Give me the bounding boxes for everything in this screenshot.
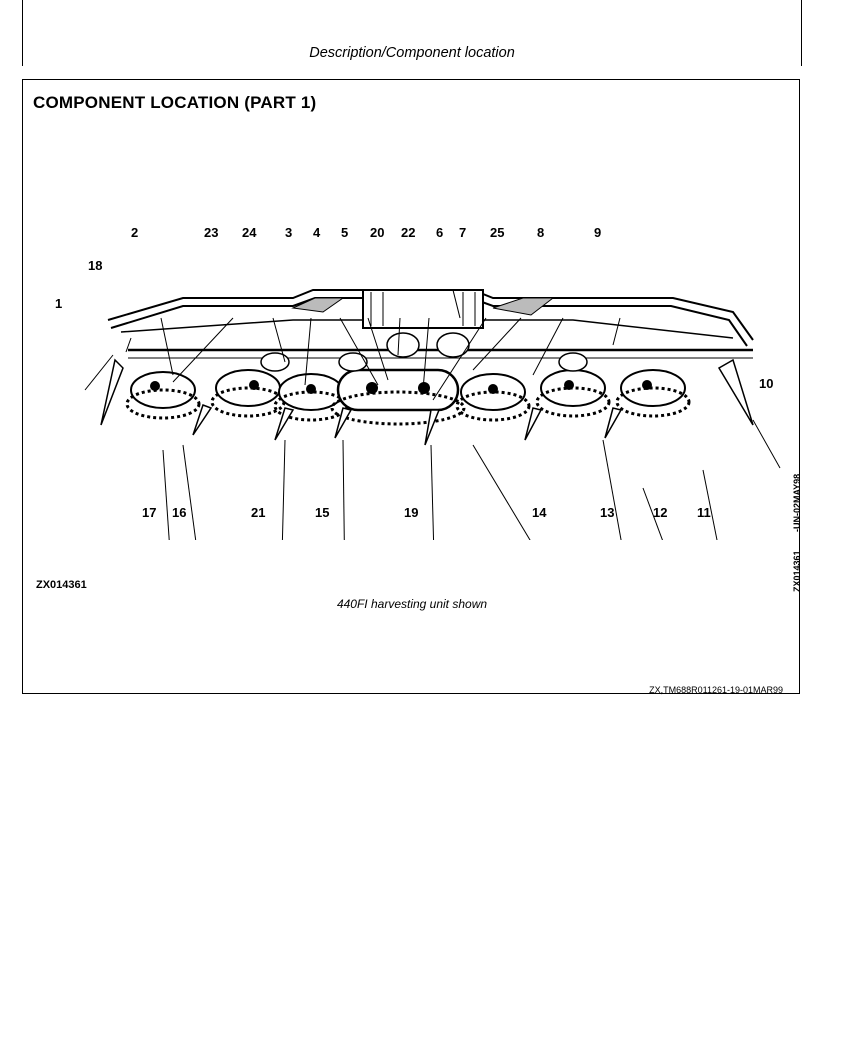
callout-9: 9 [594,225,602,240]
callout-22: 22 [401,225,416,240]
callout-19: 19 [404,505,419,520]
callout-6: 6 [436,225,444,240]
callout-14: 14 [532,505,547,520]
callout-16: 16 [172,505,187,520]
callout-11: 11 [697,505,711,520]
callout-10: 10 [759,376,774,391]
callout-1: 1 [55,296,63,311]
component-location-panel [22,79,800,694]
callout-2: 2 [131,225,139,240]
callout-8: 8 [537,225,545,240]
callout-13: 13 [600,505,615,520]
page-header-title: Description/Component location [309,45,515,61]
callout-12: 12 [653,505,668,520]
section-title: COMPONENT LOCATION (PART 1) [33,93,317,112]
callout-23: 23 [204,225,219,240]
callout-5: 5 [341,225,349,240]
vertical-figure-id: ZX014361 [792,550,802,592]
vertical-date-stamp: -UN-02MAY98 [792,473,802,532]
callout-24: 24 [242,225,257,240]
gathering-drums [127,370,689,424]
callout-15: 15 [315,505,330,520]
harvesting-unit-illustration [53,220,813,540]
document-code: ZX,TM688R011261-19-01MAR99 [649,685,783,695]
figure-id: ZX014361 [36,579,87,591]
figure-caption: 440FI harvesting unit shown [336,597,488,611]
callout-21: 21 [251,505,266,520]
callout-4: 4 [313,225,321,240]
callout-17: 17 [142,505,157,520]
callout-7: 7 [459,225,467,240]
callout-18: 18 [88,258,103,273]
callout-20: 20 [370,225,385,240]
callout-25: 25 [490,225,505,240]
callout-3: 3 [285,225,293,240]
